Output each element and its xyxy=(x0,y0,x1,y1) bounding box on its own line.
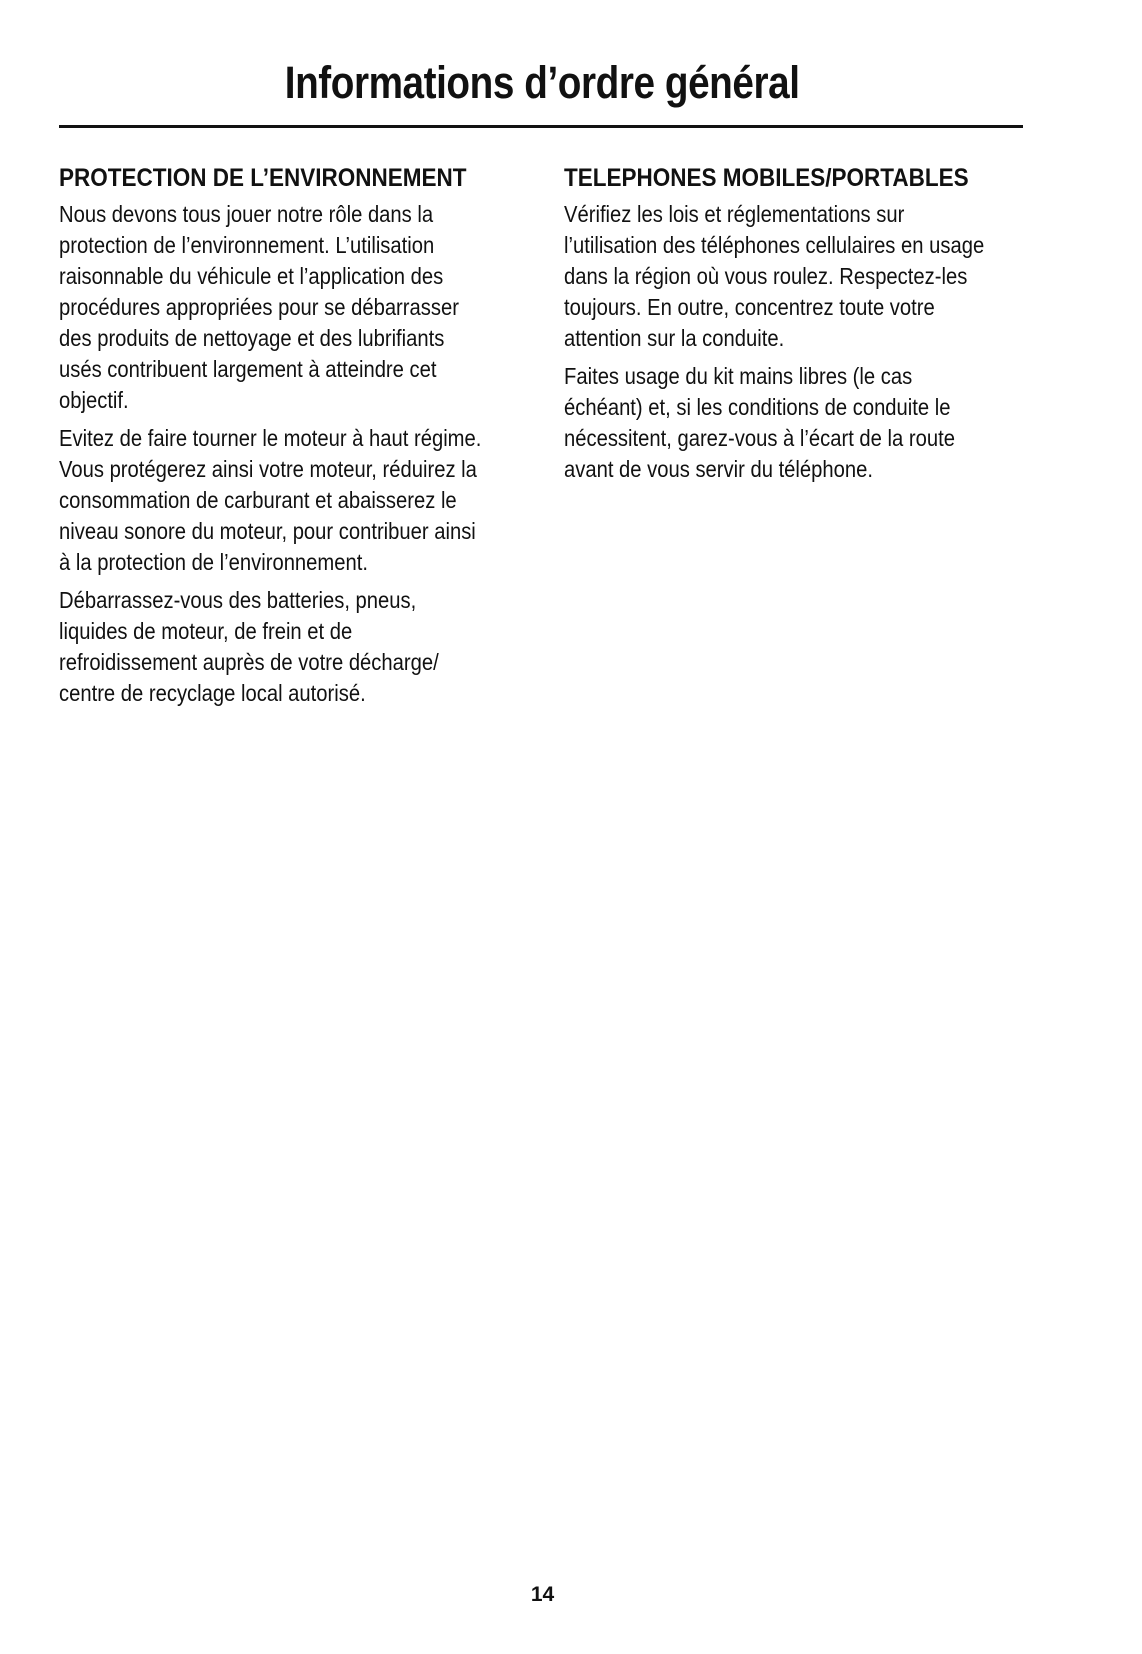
text-line: protection de l’environnement. L’utilisation xyxy=(59,232,435,258)
text-line: échéant) et, si les conditions de conduite le xyxy=(564,394,951,420)
text-line: avant de vous servir du téléphone. xyxy=(564,456,873,482)
text-line: usés contribuent largement à atteindre cet xyxy=(59,356,437,382)
text-line: Evitez de faire tourner le moteur à haut régime. xyxy=(59,425,482,451)
text-line: refroidissement auprès de votre décharge/ xyxy=(59,649,439,675)
text-line: objectif. xyxy=(59,387,129,413)
environment-paragraph-1 xyxy=(59,199,523,416)
text-line: Débarrassez-vous des batteries, pneus, xyxy=(59,587,417,613)
text-line: des produits de nettoyage et des lubrifiants xyxy=(59,325,445,351)
text-line: attention sur la conduite. xyxy=(564,325,785,351)
mobile-phones-paragraph-2 xyxy=(564,361,1028,485)
text-line: Nous devons tous jouer notre rôle dans la xyxy=(59,201,434,227)
text-line: l’utilisation des téléphones cellulaires en usage xyxy=(564,232,985,258)
page-number: 14 xyxy=(530,1583,555,1606)
text-line: à la protection de l’environnement. xyxy=(59,549,368,575)
text-line: Faites usage du kit mains libres (le cas xyxy=(564,363,913,389)
mobile-phones-heading: TELEPHONES MOBILES/PORTABLES xyxy=(564,164,969,192)
text-line: nécessitent, garez-vous à l’écart de la route xyxy=(564,425,955,451)
text-line: consommation de carburant et abaisserez le xyxy=(59,487,457,513)
environment-paragraph-2 xyxy=(59,423,523,578)
title-divider xyxy=(59,125,1023,128)
environment-heading: PROTECTION DE L’ENVIRONNEMENT xyxy=(59,164,467,192)
page-title: Informations d’ordre général xyxy=(284,57,800,108)
text-line: Vous protégerez ainsi votre moteur, réduirez la xyxy=(59,456,477,482)
mobile-phones-paragraph-1 xyxy=(564,199,1028,354)
text-line: dans la région où vous roulez. Respectez-les xyxy=(564,263,968,289)
text-line: toujours. En outre, concentrez toute votre xyxy=(564,294,935,320)
environment-section xyxy=(59,161,529,716)
text-line: procédures appropriées pour se débarrasser xyxy=(59,294,459,320)
environment-paragraph-3 xyxy=(59,585,523,709)
text-line: liquides de moteur, de frein et de xyxy=(59,618,353,644)
text-line: raisonnable du véhicule et l’application des xyxy=(59,263,444,289)
text-line: niveau sonore du moteur, pour contribuer ainsi xyxy=(59,518,476,544)
mobile-phones-section xyxy=(564,161,1034,492)
text-line: centre de recyclage local autorisé. xyxy=(59,680,366,706)
text-line: Vérifiez les lois et réglementations sur xyxy=(564,201,905,227)
